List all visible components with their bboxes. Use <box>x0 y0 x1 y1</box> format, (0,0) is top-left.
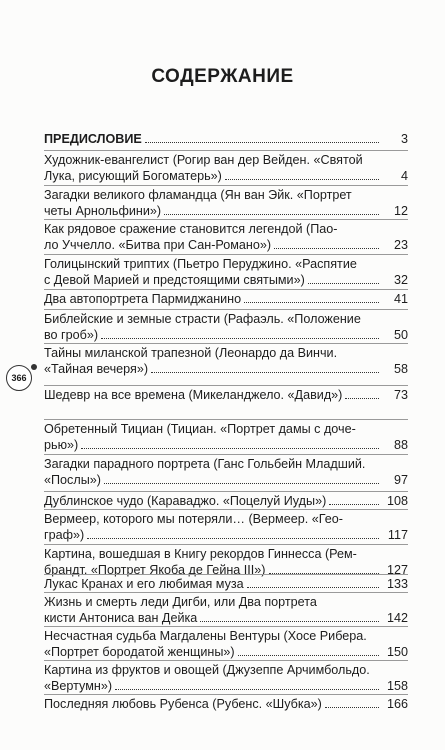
toc-entry-text: брандт. «Портрет Якоба де Гейна III») <box>44 562 266 577</box>
toc-entry-page: 41 <box>393 292 408 306</box>
toc-entry-text: ло Уччелло. «Битва при Сан-Романо») <box>44 237 272 252</box>
toc-entry <box>44 188 408 219</box>
toc-entry <box>44 457 408 488</box>
toc-entry-page: 32 <box>393 272 408 287</box>
separator-line <box>44 574 408 575</box>
toc-entry-page: 117 <box>387 527 408 542</box>
toc-entry <box>44 312 408 343</box>
dot-leader <box>145 133 379 143</box>
separator-line <box>44 544 408 545</box>
toc-entry-text: Картина, вошедшая в Книгу рекордов Гиннесса (Рем- <box>44 547 357 561</box>
dot-leader <box>200 612 379 622</box>
toc-entry-page: 50 <box>393 327 408 342</box>
separator-line <box>44 343 408 344</box>
toc-entry-page: 97 <box>393 472 408 487</box>
toc-entry-text: «Послы») <box>44 472 101 487</box>
separator-line <box>44 289 408 290</box>
toc-entry-text: с Девой Марией и предстоящими святыми») <box>44 272 305 287</box>
dot-leader <box>244 293 379 303</box>
toc-entry-text: «Портрет бородатой женщины») <box>44 644 235 659</box>
toc-entry-text: Последняя любовь Рубенса (Рубенс. «Шубка») <box>44 697 322 711</box>
toc-entry-text: Загадки великого фламандца (Ян ван Эйк. «Портрет <box>44 188 352 202</box>
toc-entry-text: Жизнь и смерть леди Дигби, или Два портрета <box>44 595 317 609</box>
toc-entry <box>44 663 408 694</box>
toc-entry-text: Шедевр на все времена (Микеланджело. «Давид») <box>44 388 343 402</box>
toc-entry-page: 88 <box>393 437 408 452</box>
separator-line <box>44 254 408 255</box>
toc-entry <box>44 388 408 404</box>
page-number: 366 <box>6 365 32 391</box>
dot-leader <box>164 205 379 215</box>
dot-leader <box>104 474 379 484</box>
toc-entry <box>44 222 408 253</box>
toc-entry <box>44 512 408 543</box>
toc-entry <box>44 595 408 626</box>
toc-entry <box>44 697 408 713</box>
toc-entry-page: 108 <box>386 494 408 508</box>
toc-entry-text: ПРЕДИСЛОВИЕ <box>44 132 142 146</box>
dot-leader <box>87 529 379 539</box>
separator-line <box>44 309 408 310</box>
toc-entry <box>44 132 408 148</box>
dot-leader <box>115 680 379 690</box>
toc-entry <box>44 494 408 510</box>
page-title: СОДЕРЖАНИЕ <box>151 66 294 87</box>
toc-entry-text: Два автопортрета Пармиджанино <box>44 292 242 306</box>
dot-leader <box>238 646 379 656</box>
toc-entry-page: 150 <box>386 644 408 659</box>
toc-entry-page: 73 <box>393 388 408 402</box>
toc-entry-text: «Тайная вечеря») <box>44 361 149 376</box>
toc-entry <box>44 292 408 308</box>
toc-entry-page: 12 <box>393 203 408 218</box>
toc-entry-text: Тайны миланской трапезной (Леонардо да Винчи. <box>44 346 338 360</box>
dot-leader <box>329 495 379 505</box>
toc-entry-text: Как рядовое сражение становится легендой (Пао- <box>44 222 338 236</box>
toc-entry-text: Загадки парадного портрета (Ганс Гольбейн Младший. <box>44 457 366 471</box>
toc-entry-page: 58 <box>393 361 408 376</box>
separator-line <box>44 592 408 593</box>
toc-entry-page: 142 <box>386 610 408 625</box>
toc-entry-page: 23 <box>393 237 408 252</box>
separator-line <box>44 626 408 627</box>
separator-line <box>44 185 408 186</box>
dot-leader <box>151 363 379 373</box>
dot-leader <box>225 170 379 180</box>
toc-entry-text: Картина из фруктов и овощей (Джузеппе Арчимбольдо. <box>44 663 370 677</box>
dot-leader <box>269 564 379 574</box>
separator-line <box>44 454 408 455</box>
toc-entry-page: 4 <box>400 168 408 183</box>
separator-line <box>44 694 408 695</box>
toc-entry-page: 133 <box>386 577 408 591</box>
separator-line <box>44 491 408 492</box>
toc-entry-text: рью») <box>44 437 79 452</box>
dot-leader <box>308 274 379 284</box>
dot-leader <box>81 439 379 449</box>
toc-entry-page: 3 <box>400 132 408 146</box>
separator-line <box>44 385 408 386</box>
toc-entry <box>44 629 408 660</box>
toc-entry <box>44 577 408 593</box>
toc-entry <box>44 422 408 453</box>
toc-entry-text: кисти Антониса ван Дейка <box>44 610 198 625</box>
page-number-dot <box>31 364 37 370</box>
separator-line <box>44 660 408 661</box>
toc-entry-text: Библейские и земные страсти (Рафаэль. «Положение <box>44 312 361 326</box>
toc-entry-text: Вермеер, которого мы потеряли… (Вермеер. «Гео- <box>44 512 343 526</box>
separator-line <box>44 509 408 510</box>
dot-leader <box>247 578 379 588</box>
toc-entry <box>44 257 408 288</box>
dot-leader <box>274 239 379 249</box>
toc-entry-text: Обретенный Тициан (Тициан. «Портрет дамы с доче- <box>44 422 356 436</box>
dot-leader <box>325 698 379 708</box>
toc-entry-text: во гроб») <box>44 327 99 342</box>
toc-entry-text: Лукас Кранах и его любимая муза <box>44 577 244 591</box>
toc-entry-text: Художник-евангелист (Рогир ван дер Вейден. «Святой <box>44 153 363 167</box>
toc-entry-text: четы Арнольфини») <box>44 203 162 218</box>
toc-entry-text: Лука, рисующий Богоматерь») <box>44 168 222 183</box>
separator-line <box>44 419 408 420</box>
toc-entry-page: 127 <box>386 562 408 577</box>
separator-line <box>44 219 408 220</box>
toc-entry-text: Дублинское чудо (Караваджо. «Поцелуй Иуды») <box>44 494 327 508</box>
toc-entry-page: 158 <box>386 678 408 693</box>
separator-line <box>44 150 408 151</box>
dot-leader <box>101 329 379 339</box>
dot-leader <box>345 389 379 399</box>
toc-entry-text: Несчастная судьба Магдалены Вентуры (Хосе Рибера. <box>44 629 367 643</box>
toc-entry <box>44 153 408 184</box>
toc-entry-text: Голицынский триптих (Пьетро Перуджино. «Распятие <box>44 257 357 271</box>
toc-entry-text: граф») <box>44 527 85 542</box>
toc-entry-text: «Вертумн») <box>44 678 113 693</box>
toc-entry <box>44 346 408 377</box>
toc-entry-page: 166 <box>386 697 408 711</box>
